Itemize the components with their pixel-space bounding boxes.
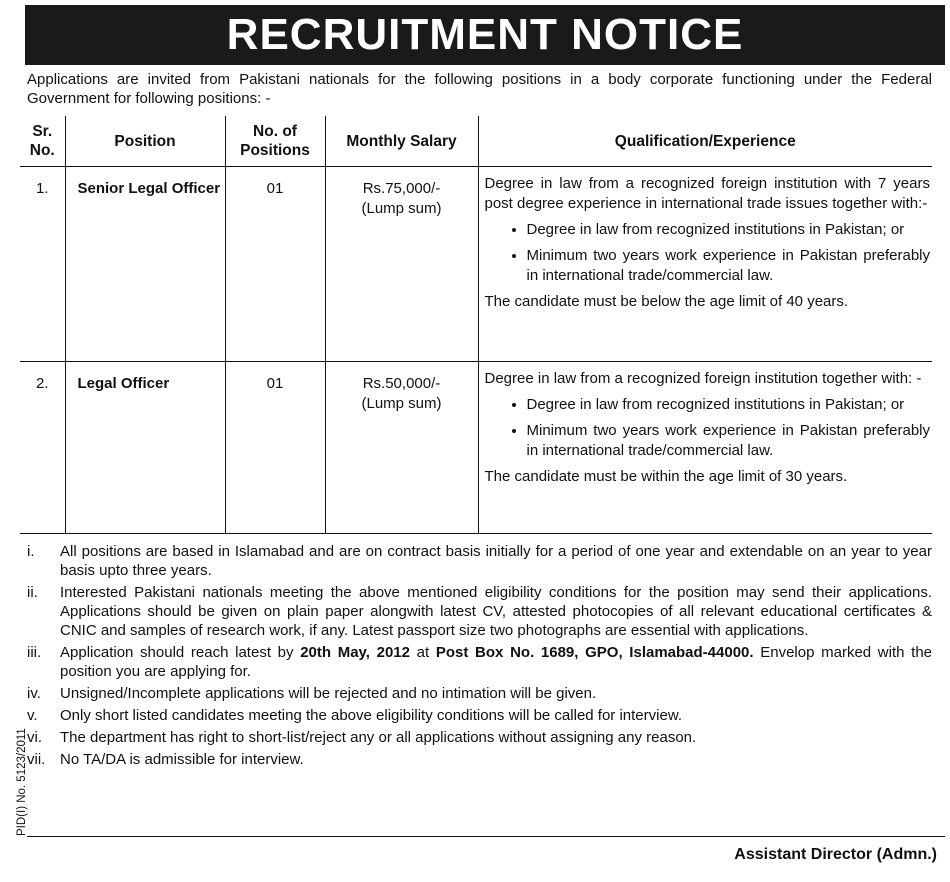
row-salary <box>325 167 478 362</box>
row-qualification <box>478 167 932 362</box>
list-item: • Degree in law from recognized institutions in Pakistan; or <box>527 220 931 240</box>
row-sr-no: 2. <box>20 362 65 534</box>
row-count: 01 <box>225 362 325 534</box>
note-number: vi. <box>27 729 42 746</box>
table-row <box>20 362 932 534</box>
pid-reference: PID(I) No. 5123/2011 <box>16 728 28 836</box>
header-monthly-salary: Monthly Salary <box>325 116 478 167</box>
list-item: • Degree in law from recognized institutions in Pakistan; or <box>527 395 931 415</box>
row-position: Senior Legal Officer <box>65 167 225 362</box>
age-limit: The candidate must be below the age limit of 40 years. <box>484 293 849 310</box>
note-text: The department has right to short-list/reject any or all applications without assigning any reason. <box>60 729 697 746</box>
signature-title: Assistant Director (Admn.) <box>734 846 937 863</box>
row-count: 01 <box>225 167 325 362</box>
note-number: ii. <box>27 584 38 601</box>
header-qualification: Qualification/Experience <box>478 116 932 167</box>
note-text-pre: Application should reach latest by <box>60 644 301 661</box>
deadline-date: 20th May, 2012 <box>300 644 410 661</box>
terms-list <box>27 542 932 772</box>
row-salary <box>325 362 478 534</box>
notice-title-banner: RECRUITMENT NOTICE <box>25 5 945 65</box>
salary-amount: Rs.50,000/- <box>362 375 441 392</box>
salary-amount: Rs.75,000/- <box>362 180 441 197</box>
row-qualification <box>478 362 932 534</box>
qualification-intro: Degree in law from a recognized foreign institution together with: - <box>484 370 922 387</box>
list-item: • Minimum two years work experience in Pakistan preferably in international trade/commercial law. <box>527 421 931 461</box>
qualification-intro: Degree in law from a recognized foreign institution with 7 years post degree experience in international trade issues together with:- <box>484 175 930 212</box>
note-number: vii. <box>27 751 46 768</box>
age-limit: The candidate must be within the age limit of 30 years. <box>484 468 848 485</box>
footer <box>27 836 945 873</box>
header-position: Position <box>65 116 225 167</box>
note-number: i. <box>27 543 35 560</box>
list-item <box>27 684 932 703</box>
salary-note: (Lump sum) <box>361 200 442 217</box>
note-text: No TA/DA is admissible for interview. <box>60 751 304 768</box>
note-text-post: Envelop marked with the position you are applying for. <box>60 644 933 680</box>
row-sr-no: 1. <box>20 167 65 362</box>
row-position: Legal Officer <box>65 362 225 534</box>
list-item <box>27 750 932 769</box>
note-number: v. <box>27 707 38 724</box>
note-text: All positions are based in Islamabad and are on contract basis initially for a period of one year and extendable on an year to year basis upto three years. <box>60 543 932 579</box>
table-row <box>20 167 932 362</box>
note-text: Interested Pakistani nationals meeting the above mentioned eligibility conditions for the position may send their applications. Applications should be given on plain paper alongwith latest CV, attested photocopies of all relevant educational certificates & CNIC and samples of research work, if any. Latest passport size two photographs are essential with applications. <box>60 584 932 639</box>
list-item <box>27 728 932 747</box>
note-text: Unsigned/Incomplete applications will be rejected and no intimation will be given. <box>60 685 597 702</box>
note-number: iv. <box>27 685 41 702</box>
qualification-list <box>485 395 931 461</box>
qualification-list <box>485 220 931 286</box>
note-text: Only short listed candidates meeting the above eligibility conditions will be called for interview. <box>60 707 682 724</box>
positions-table <box>20 116 932 534</box>
header-sr-no: Sr. No. <box>20 116 65 167</box>
list-item <box>27 643 932 681</box>
header-no-of-positions: No. of Positions <box>225 116 325 167</box>
list-item: • Minimum two years work experience in Pakistan preferably in international trade/commercial law. <box>527 246 931 286</box>
postal-address: Post Box No. 1689, GPO, Islamabad-44000. <box>435 644 754 661</box>
salary-note: (Lump sum) <box>361 395 442 412</box>
note-number: iii. <box>27 644 42 661</box>
list-item <box>27 706 932 725</box>
list-item <box>27 583 932 640</box>
note-text-mid: at <box>410 644 436 661</box>
note-text <box>60 643 932 681</box>
table-header-row <box>20 116 932 167</box>
intro-paragraph: Applications are invited from Pakistani nationals for the following positions in a body corporate functioning under the Federal Government for following positions: - <box>27 71 932 107</box>
list-item <box>27 542 932 580</box>
